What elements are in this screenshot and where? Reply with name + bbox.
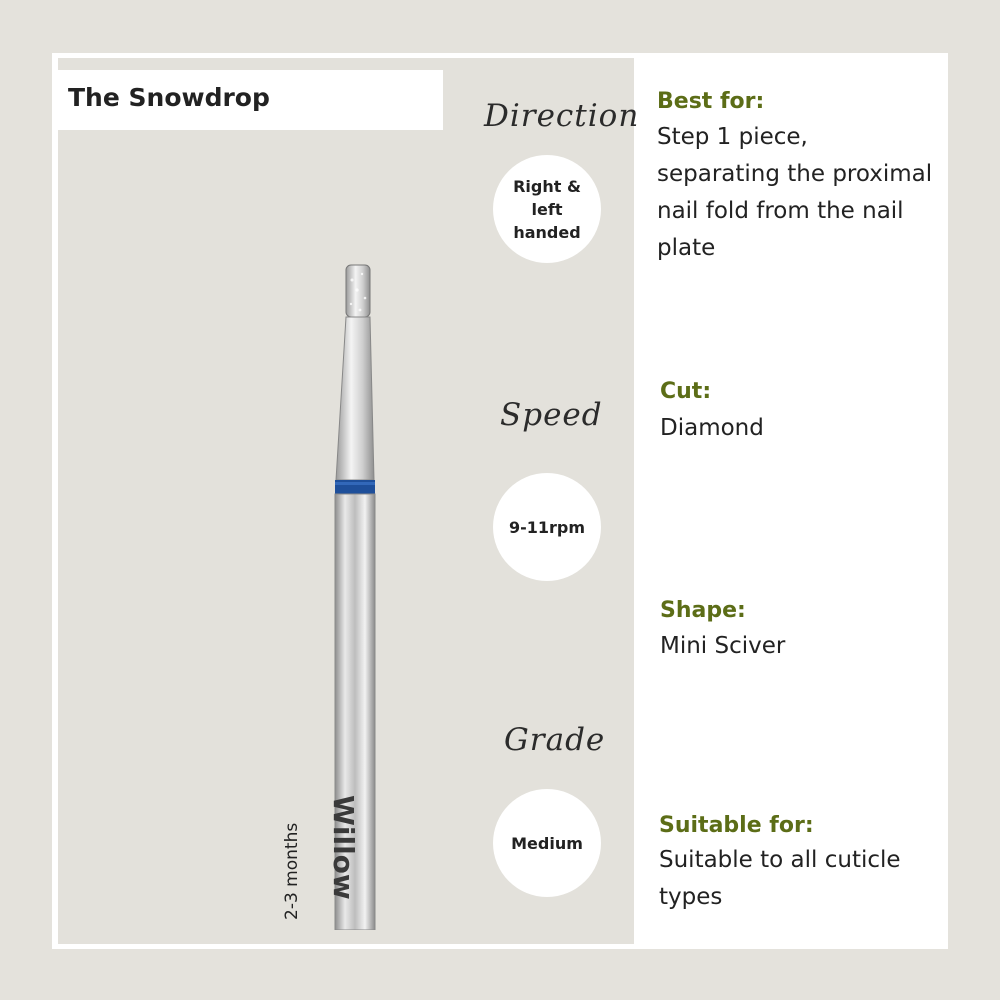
direction-value: Right & left handed <box>513 176 581 242</box>
cut-text: Diamond <box>660 415 764 441</box>
direction-label: Direction <box>484 98 640 134</box>
suitable-for-text: Suitable to all cuticle types <box>659 847 901 910</box>
shape-text: Mini Sciver <box>660 633 786 659</box>
grade-badge <box>493 789 601 897</box>
speed-label: Speed <box>500 397 603 433</box>
product-title: The Snowdrop <box>68 83 270 112</box>
suitable-for-heading: Suitable for: <box>659 813 814 838</box>
speed-badge <box>493 473 601 581</box>
brand-mark: Willow <box>327 795 360 900</box>
grade-label: Grade <box>504 722 606 758</box>
cut-heading: Cut: <box>660 379 712 404</box>
best-for-text: Step 1 piece, separating the proximal nail fold from the nail plate <box>657 124 933 261</box>
speed-value: 9-11rpm <box>508 517 586 537</box>
best-for-heading: Best for: <box>657 89 765 114</box>
lifespan-label: 2-3 months <box>282 822 302 920</box>
shape-heading: Shape: <box>660 598 746 623</box>
grade-value: Medium <box>511 833 583 853</box>
direction-badge <box>493 155 601 263</box>
